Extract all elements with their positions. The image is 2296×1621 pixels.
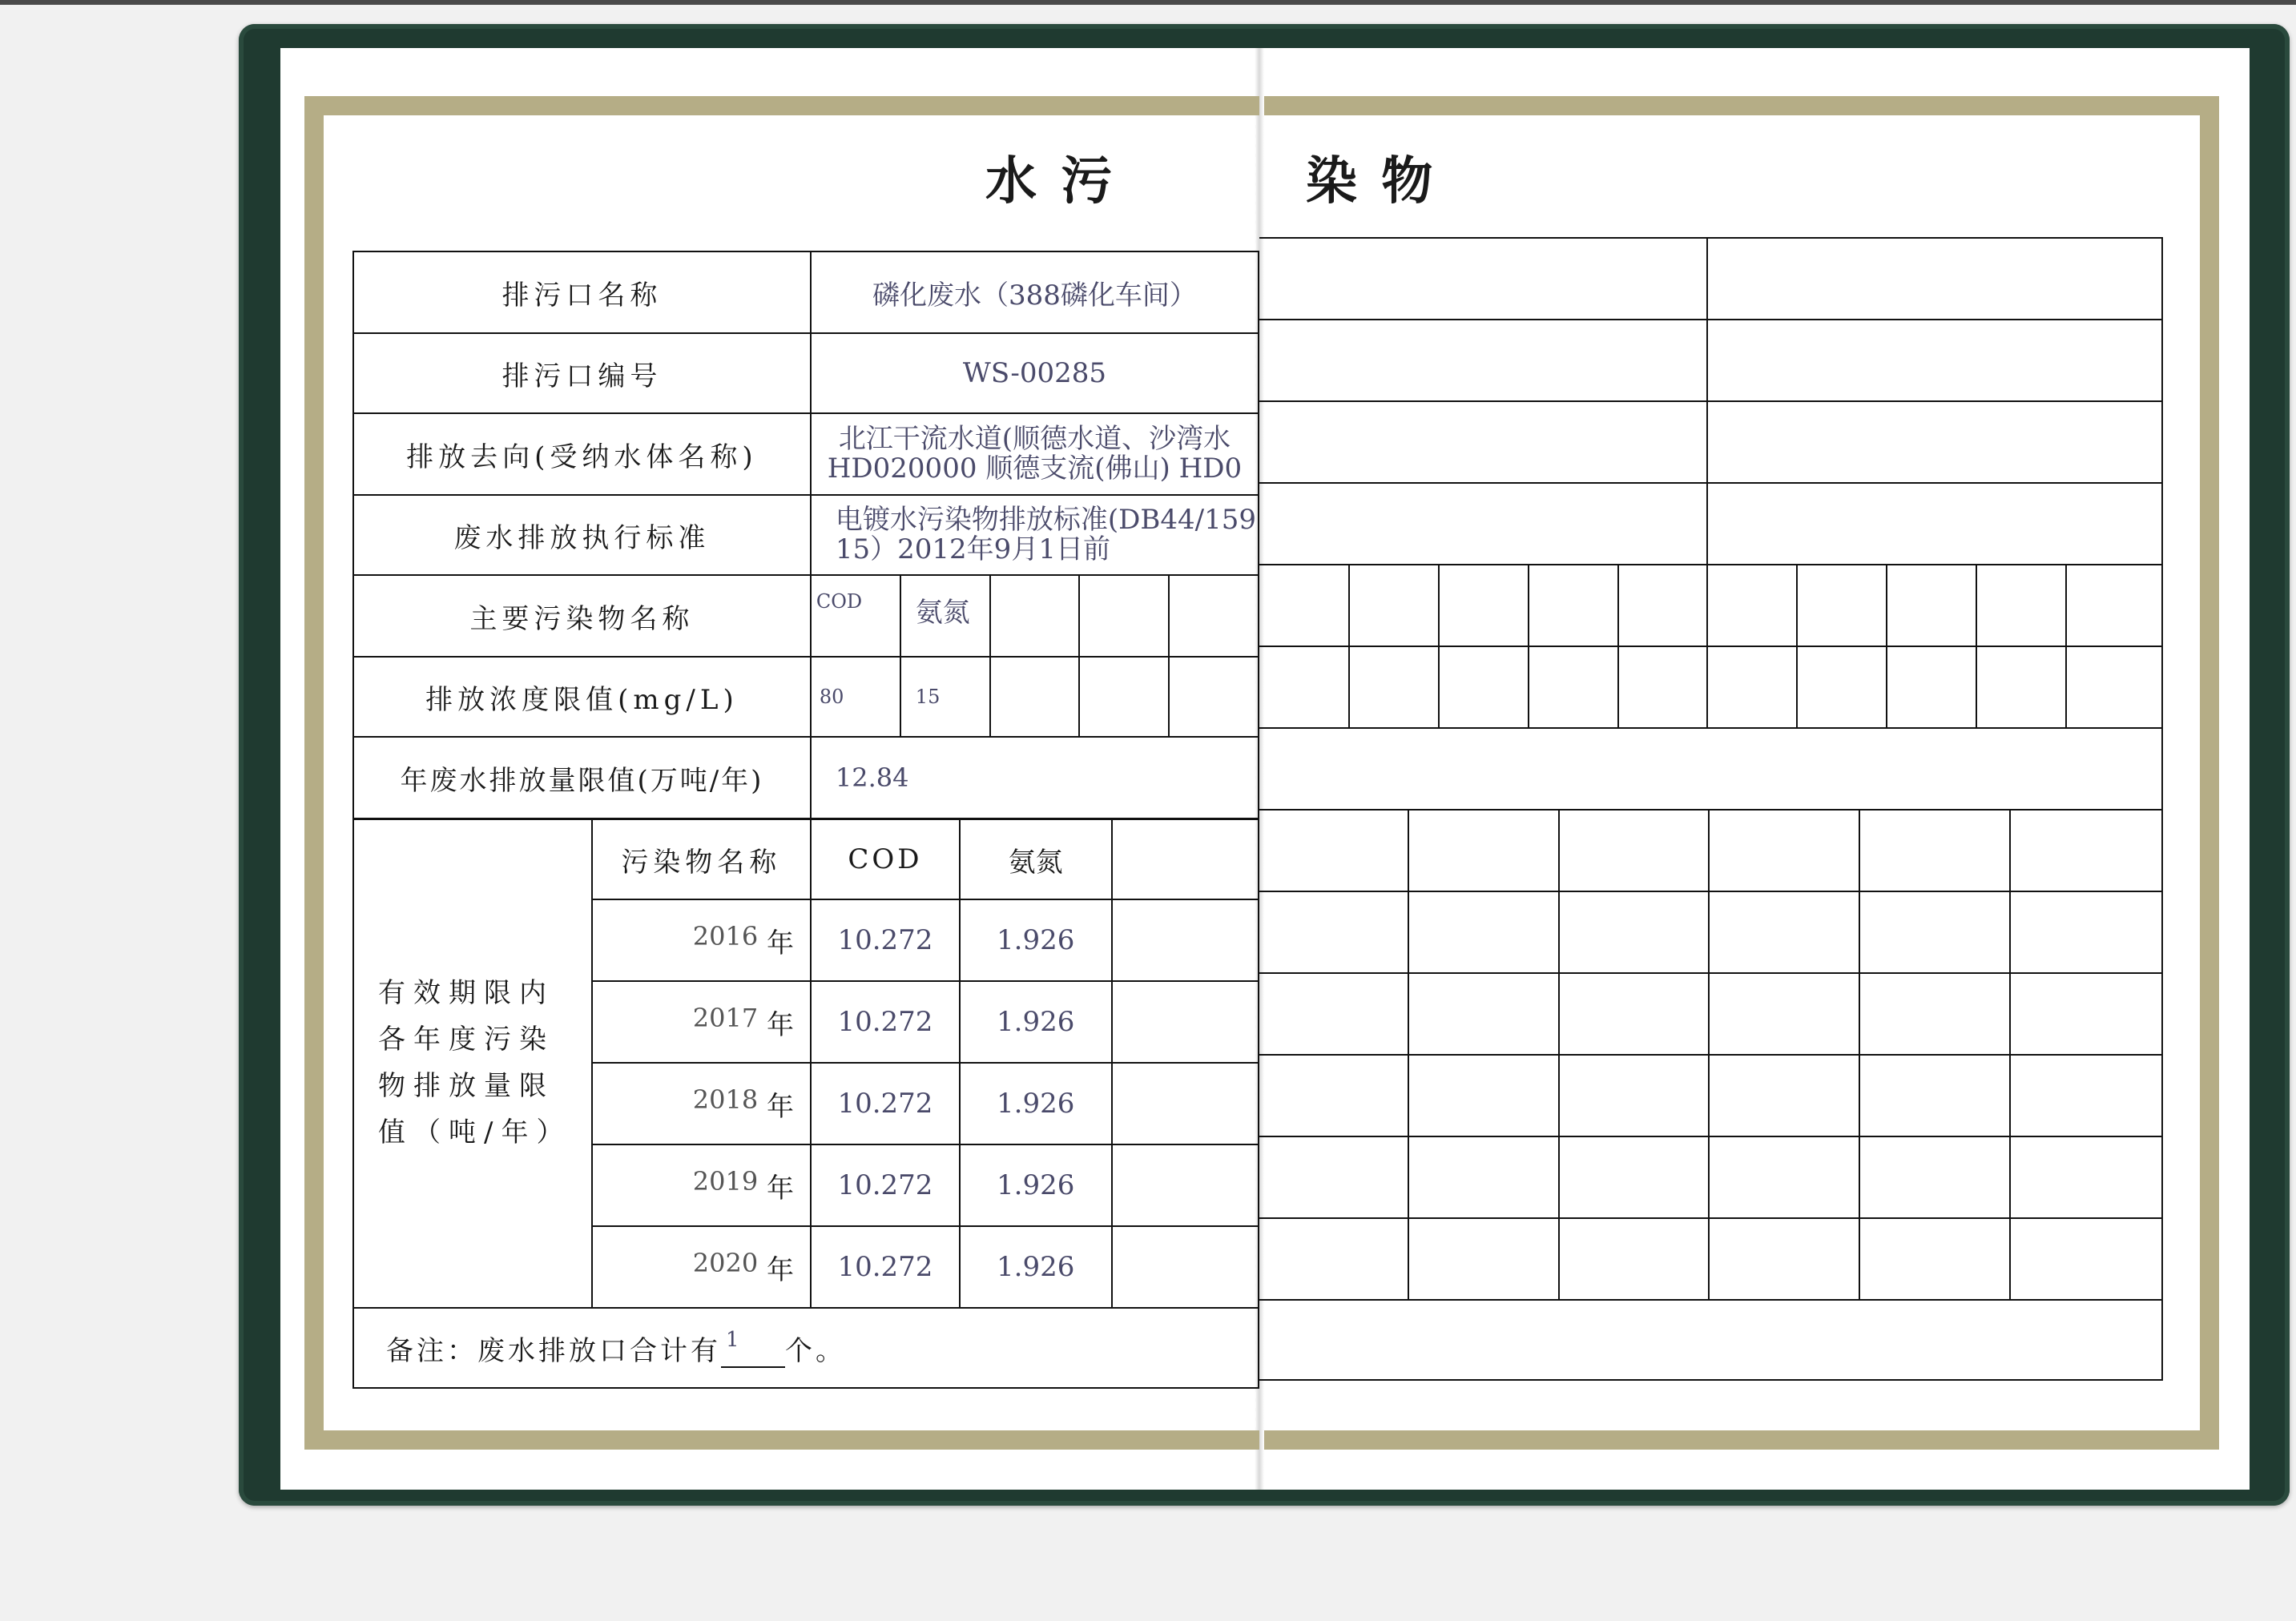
right-annual-table	[1259, 809, 2163, 1381]
empty-cell	[1259, 1055, 1408, 1136]
empty-cell	[1859, 891, 2010, 973]
year-suffix: 年	[767, 1172, 795, 1205]
left-form-table	[352, 251, 1259, 819]
limits-label: 排放浓度限值(mg/L)	[353, 657, 811, 737]
cod-value: 10.272	[811, 1144, 960, 1226]
annual-header-row	[353, 819, 1259, 899]
empty-cell	[1559, 1055, 1710, 1136]
empty-cell	[2010, 1055, 2162, 1136]
empty-cell	[2010, 973, 2162, 1055]
empty-cell	[1707, 565, 1797, 646]
year-cell	[592, 1226, 811, 1308]
empty-cell	[1259, 646, 1349, 728]
annual-group-label: 有效期限内各年度污染物排放量限值（吨/年）	[353, 819, 592, 1308]
year-value: 2016	[692, 920, 759, 951]
year-value: 2020	[692, 1247, 759, 1278]
empty-cell	[1887, 565, 1976, 646]
empty-cell	[1259, 401, 1707, 483]
cod-value: 10.272	[811, 1063, 960, 1144]
cod-value: 10.272	[811, 1226, 960, 1308]
empty-cell	[1529, 646, 1618, 728]
annual-limits-table	[352, 819, 1259, 1389]
empty-cell	[2010, 891, 2162, 973]
empty-cell	[1797, 565, 1887, 646]
empty-cell	[2066, 646, 2162, 728]
title-left: 水 污	[985, 151, 1116, 211]
standard-label: 废水排放执行标准	[353, 495, 811, 575]
empty-cell	[2010, 1136, 2162, 1218]
annual-name-header: 污染物名称	[592, 819, 811, 899]
empty-cell	[1859, 1136, 2010, 1218]
pollutant-cell: COD	[811, 575, 900, 657]
empty-cell	[1709, 973, 1859, 1055]
row-pollutants	[353, 575, 1259, 657]
annual-empty-cell	[1112, 899, 1259, 981]
empty-cell	[1349, 646, 1439, 728]
empty-cell	[1259, 238, 1707, 320]
empty-cell	[1408, 1055, 1559, 1136]
nh3-value: 1.926	[960, 1063, 1112, 1144]
nh3-value: 1.926	[960, 1144, 1112, 1226]
year-value: 2018	[692, 1084, 759, 1115]
note-blank	[721, 1327, 785, 1368]
empty-cell	[1408, 973, 1559, 1055]
empty-cell	[1259, 1300, 2162, 1380]
empty-cell	[1559, 891, 1710, 973]
empty-cell	[1709, 891, 1859, 973]
year-cell	[592, 1063, 811, 1144]
limit-cell	[1079, 657, 1169, 737]
empty-cell	[1559, 1218, 1710, 1300]
title-right: 染 物	[1306, 151, 1436, 211]
empty-cell	[1439, 565, 1529, 646]
empty-cell	[1439, 646, 1529, 728]
empty-cell	[1887, 646, 1976, 728]
nh3-value: 1.926	[960, 899, 1112, 981]
annual-empty-cell	[1112, 981, 1259, 1063]
outlet-no-label: 排污口编号	[353, 333, 811, 413]
empty-cell	[1859, 810, 2010, 891]
cod-value: 10.272	[811, 899, 960, 981]
year-suffix: 年	[767, 927, 795, 959]
year-cell	[592, 981, 811, 1063]
empty-cell	[2066, 565, 2162, 646]
empty-cell	[1709, 810, 1859, 891]
empty-cell	[1976, 565, 2066, 646]
note-suffix: 个。	[785, 1334, 846, 1367]
empty-cell	[1709, 1136, 1859, 1218]
limit-cell: 80	[811, 657, 900, 737]
row-outlet-no	[353, 333, 1259, 413]
nh3-value: 1.926	[960, 981, 1112, 1063]
standard-value: 电镀水污染物排放标准(DB44/159 15）2012年9月1日前	[811, 495, 1259, 575]
pollutant-cell: 氨氮	[900, 575, 990, 657]
scan-edge	[0, 0, 2296, 5]
outlet-no-value: WS-00285	[811, 333, 1259, 413]
annual-total-value: 12.84	[811, 737, 1259, 819]
empty-cell	[1559, 1136, 1710, 1218]
row-limits	[353, 657, 1259, 737]
year-value: 2019	[692, 1165, 759, 1197]
discharge-direction-label: 排放去向(受纳水体名称)	[353, 413, 811, 495]
empty-cell	[1797, 646, 1887, 728]
empty-cell	[1707, 646, 1797, 728]
note-count: 1	[726, 1327, 743, 1352]
pollutant-cell	[1169, 575, 1259, 657]
discharge-direction-value: 北江干流水道(顺德水道、沙湾水 HD020000 顺德支流(佛山) HD0	[811, 413, 1259, 495]
empty-cell	[1559, 810, 1710, 891]
annual-empty-cell	[1112, 1226, 1259, 1308]
empty-cell	[1259, 1136, 1408, 1218]
year-suffix: 年	[767, 1090, 795, 1123]
row-annual-total	[353, 737, 1259, 819]
year-suffix: 年	[767, 1008, 795, 1041]
pollutants-label: 主要污染物名称	[353, 575, 811, 657]
empty-cell	[1707, 238, 2162, 320]
empty-cell	[1859, 973, 2010, 1055]
nh3-value: 1.926	[960, 1226, 1112, 1308]
empty-cell	[1709, 1218, 1859, 1300]
limit-cell	[990, 657, 1080, 737]
right-form-table	[1259, 237, 2163, 810]
row-discharge-direction	[353, 413, 1259, 495]
note-prefix: 备注：废水排放口合计有	[386, 1334, 721, 1367]
outlet-name-label: 排污口名称	[353, 251, 811, 333]
empty-cell	[1709, 1055, 1859, 1136]
year-suffix: 年	[767, 1253, 795, 1286]
pollutant-cell	[1079, 575, 1169, 657]
empty-cell	[1259, 728, 2162, 810]
annual-empty-cell	[1112, 1063, 1259, 1144]
empty-cell	[1349, 565, 1439, 646]
empty-cell	[1976, 646, 2066, 728]
note	[353, 1308, 1259, 1388]
empty-cell	[1408, 1218, 1559, 1300]
limit-cell: 15	[900, 657, 990, 737]
year-cell	[592, 899, 811, 981]
empty-cell	[1259, 891, 1408, 973]
empty-cell	[1408, 1136, 1559, 1218]
empty-cell	[1408, 891, 1559, 973]
empty-cell	[2010, 1218, 2162, 1300]
annual-col-header: COD	[811, 819, 960, 899]
empty-cell	[1529, 565, 1618, 646]
empty-cell	[1618, 565, 1708, 646]
annual-empty-cell	[1112, 819, 1259, 899]
limit-cell	[1169, 657, 1259, 737]
year-value: 2017	[692, 1002, 759, 1033]
empty-cell	[1259, 320, 1707, 401]
empty-cell	[1259, 973, 1408, 1055]
empty-cell	[1559, 973, 1710, 1055]
empty-cell	[1259, 810, 1408, 891]
empty-cell	[1618, 646, 1708, 728]
annual-empty-cell	[1112, 1144, 1259, 1226]
empty-cell	[1259, 483, 1707, 565]
empty-cell	[1859, 1218, 2010, 1300]
cod-value: 10.272	[811, 981, 960, 1063]
year-cell	[592, 1144, 811, 1226]
annual-col-header: 氨氮	[960, 819, 1112, 899]
annual-total-label: 年废水排放量限值(万吨/年)	[353, 737, 811, 819]
empty-cell	[1707, 320, 2162, 401]
row-standard	[353, 495, 1259, 575]
empty-cell	[2010, 810, 2162, 891]
note-row	[353, 1308, 1259, 1388]
outlet-name-value: 磷化废水（388磷化车间）	[811, 251, 1259, 333]
pollutant-cell	[990, 575, 1080, 657]
row-outlet-name	[353, 251, 1259, 333]
empty-cell	[1408, 810, 1559, 891]
empty-cell	[1259, 565, 1349, 646]
empty-cell	[1259, 1218, 1408, 1300]
empty-cell	[1707, 401, 2162, 483]
empty-cell	[1707, 483, 2162, 565]
empty-cell	[1859, 1055, 2010, 1136]
